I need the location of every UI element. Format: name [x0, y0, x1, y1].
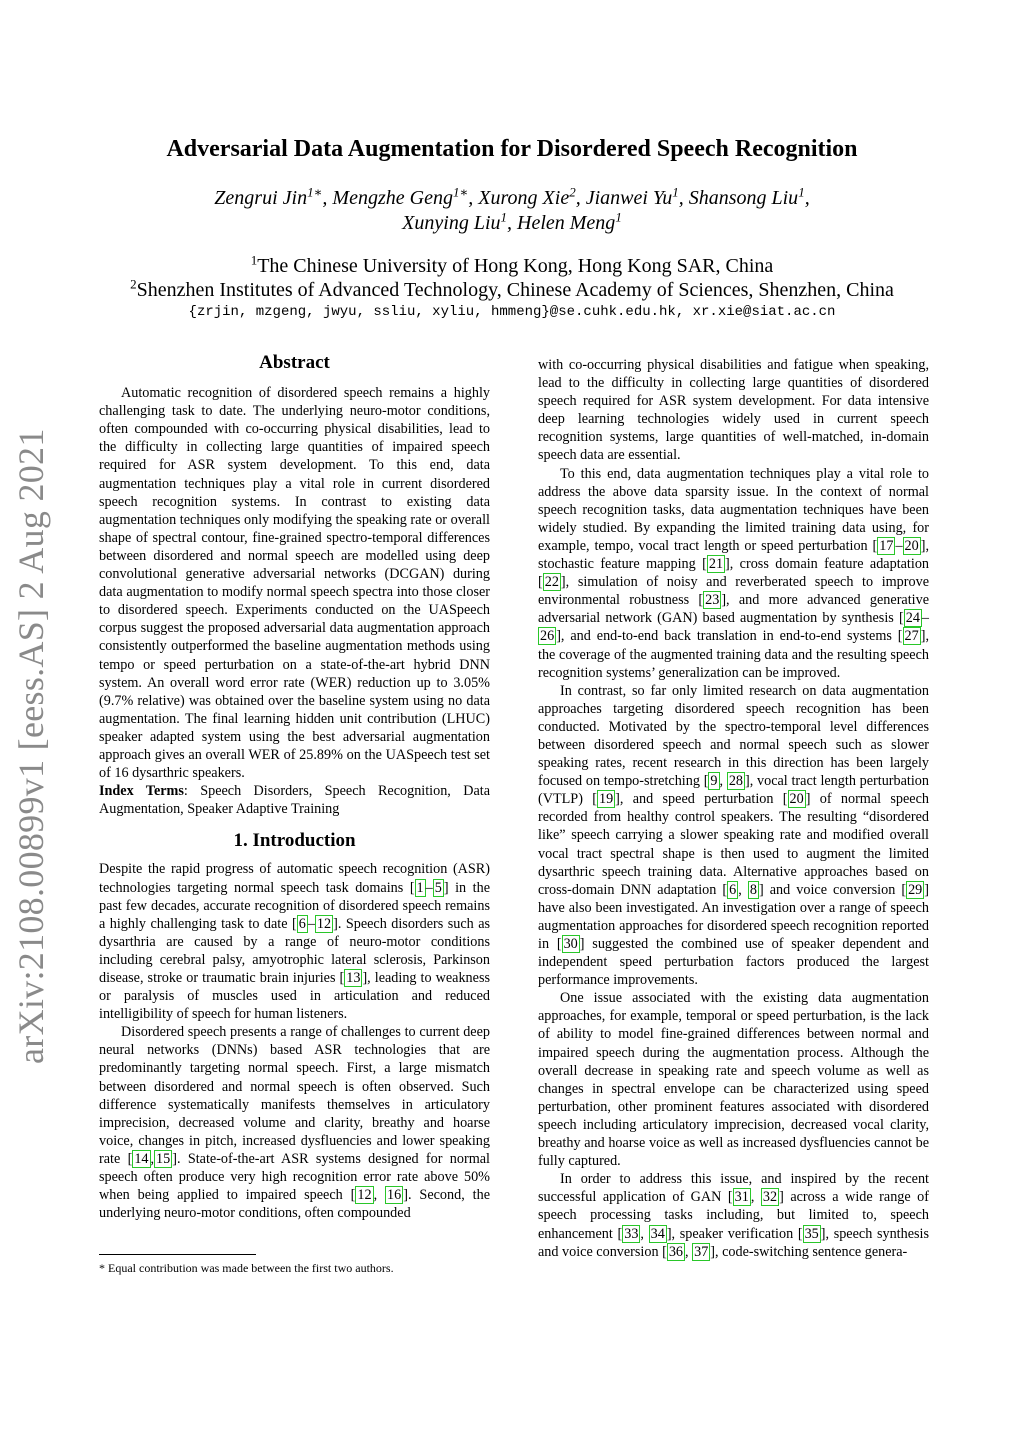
- body-paragraph: [538, 989, 929, 1170]
- body-text: To this end, data augmentation techniques play a vital role to address the above data sparsity issue. In the context of normal speech recognition tasks, data augmentation techniques have been widely studied. By expanding the limited training data using, for example, tempo, vocal tract length or speed perturbation [: [538, 465, 929, 554]
- citation-link[interactable]: 28: [728, 773, 743, 790]
- body-text: ] of normal speech recorded from healthy control speakers. The resulting “disordered like” speech carrying a slower speaking rate and modified overall vocal tract spectral shape is then used to augment the limited dysarthric speech training data. Alternative approaches based on cross-domain DNN adaptation [: [538, 791, 929, 898]
- footnote: * Equal contribution was made between the first two authors.: [99, 1261, 394, 1275]
- body-text: Despite the rapid progress of automatic speech recognition (ASR) technologies targeting normal speech task domains [: [99, 861, 490, 896]
- author-affiliation-mark: 2: [569, 184, 576, 200]
- author-affiliation-mark: 1: [615, 209, 622, 225]
- citation-link[interactable]: 17: [879, 537, 894, 554]
- author-name: Jianwei Yu: [585, 187, 673, 209]
- right-column: [538, 356, 929, 1261]
- citation-link[interactable]: 21: [708, 556, 724, 573]
- body-text: ]. State-of-the-art ASR systems designed for normal speech often produce very high recognition error rate above 50% when being applied to impaired speech [: [99, 1150, 490, 1204]
- citation-link[interactable]: 15: [156, 1150, 171, 1167]
- body-paragraph: [538, 465, 929, 682]
- body-text: ,: [640, 1225, 649, 1242]
- citation-link[interactable]: 37: [694, 1243, 709, 1260]
- body-text: ,: [150, 1150, 155, 1167]
- body-text: ] suggested the combined use of speaker dependent and independent speed perturbation factors produced the largest performance improvements.: [538, 936, 929, 989]
- author-name: Zengrui Jin: [214, 187, 308, 209]
- citation-link[interactable]: 24: [905, 610, 920, 627]
- author-line-2: [120, 211, 904, 236]
- citation-link[interactable]: 22: [544, 574, 559, 591]
- citation-link[interactable]: 19: [598, 791, 614, 808]
- body-text: ] have also been investigated. An investigation over a range of speech augmentation approaches for disordered speech recognition reported in [: [538, 881, 929, 952]
- introduction-body: [99, 860, 490, 1222]
- citation-link[interactable]: 31: [734, 1189, 749, 1206]
- author-line-1: [120, 186, 904, 211]
- body-text: ,: [750, 1189, 761, 1206]
- affiliation-2: $^2$Shenzhen Institutes of Advanced Technology, Chinese Academy of Sciences, Shenzhen, China: [130, 276, 894, 301]
- author-name: Xurong Xie: [478, 187, 570, 209]
- author-separator: ,: [468, 187, 479, 209]
- index-terms: [99, 782, 490, 818]
- citation-link[interactable]: 35: [804, 1225, 819, 1242]
- body-text: In order to address this issue, and inspired by the recent successful application of GAN [: [538, 1171, 929, 1206]
- body-text: ]. Second, the underlying neuro-motor conditions, often compounded: [99, 1187, 491, 1222]
- author-emails: {zrjin, mzgeng, jwyu, ssliu, xyliu, hmmeng}@se.cuhk.edu.hk, xr.xie@siat.ac.cn: [188, 304, 836, 320]
- body-text: –: [895, 537, 903, 554]
- body-text: ], and more advanced generative adversarial network (GAN) based augmentation by synthesis [: [538, 592, 929, 627]
- body-text: with co-occurring physical disabilities and fatigue when speaking, lead to the difficulty in collecting large quantities of disordered speech required for ASR system development. For data intensive deep learning technologies widely used in current speech recognition systems, large quantities of well-matched, in-domain speech data are essential.: [538, 357, 929, 464]
- body-text: ], and speed perturbation [: [615, 791, 788, 808]
- citation-link[interactable]: 1: [416, 879, 424, 896]
- author-separator: ,: [322, 187, 333, 209]
- citation-link[interactable]: 14: [134, 1150, 149, 1167]
- author-name: Xunying Liu: [402, 212, 501, 234]
- citation-link[interactable]: 36: [668, 1243, 684, 1260]
- body-text: ] and voice conversion [: [758, 881, 907, 898]
- author-separator: ,: [804, 187, 810, 209]
- citation-link[interactable]: 8: [749, 881, 757, 898]
- body-text: ], cross domain feature adaptation [: [538, 556, 930, 591]
- body-text: ], and end-to-end back translation in end-to-end systems [: [556, 628, 903, 645]
- body-text: –: [307, 915, 315, 932]
- body-text: ,: [738, 881, 748, 898]
- citation-link[interactable]: 20: [789, 791, 804, 808]
- body-text: –: [425, 879, 433, 896]
- body-paragraph: [538, 356, 929, 465]
- footnote-divider: [99, 1254, 256, 1255]
- introduction-heading: 1. Introduction: [233, 830, 356, 852]
- citation-link[interactable]: 32: [762, 1189, 778, 1206]
- body-paragraph: [99, 1023, 490, 1222]
- citation-link[interactable]: 20: [904, 537, 919, 554]
- arxiv-identifier-stamp: arXiv:2108.00899v1 [eess.AS] 2 Aug 2021: [11, 428, 51, 1064]
- body-text: ], simulation of noisy and reverberated speech to improve environmental robustness [: [538, 574, 929, 609]
- citation-link[interactable]: 6: [729, 881, 737, 898]
- body-text: ], speaker verification [: [666, 1225, 803, 1242]
- author-name: Shansong Liu: [688, 187, 799, 209]
- citation-link[interactable]: 29: [908, 881, 923, 898]
- abstract-heading: Abstract: [259, 352, 330, 373]
- citation-link[interactable]: 9: [710, 773, 718, 790]
- author-list: [120, 186, 904, 236]
- body-text: –: [921, 610, 929, 627]
- body-text: ] in the past few decades, accurate recognition of disordered speech remains a highly challenging task to date [: [99, 879, 490, 932]
- author-separator: ,: [507, 212, 518, 234]
- body-paragraph: [538, 1170, 929, 1260]
- right-column-body: [538, 356, 929, 1261]
- body-text: ,: [719, 773, 727, 790]
- author-separator: ,: [575, 187, 586, 209]
- author-name: Mengzhe Geng: [332, 187, 453, 209]
- body-text: ], speech synthesis and voice conversion [: [538, 1225, 929, 1260]
- affiliation-1: $^1$The Chinese University of Hong Kong, Hong Kong SAR, China: [250, 252, 774, 277]
- index-terms-text: : Speech Disorders, Speech Recognition, Data Augmentation, Speaker Adaptive Training: [99, 783, 490, 818]
- author-affiliation-mark: 1∗: [452, 184, 469, 200]
- body-text: ,: [685, 1243, 693, 1260]
- index-terms-label: Index Terms: [99, 783, 184, 800]
- citation-link[interactable]: 30: [563, 936, 578, 952]
- abstract-body: Automatic recognition of disordered speech remains a highly challenging task to date. The underlying neuro-motor conditions, often compounded with co-occurring physical disabilities, lead to the difficulty in collecting large quantities of impaired speech required for ASR system development. To this end, data augmentation techniques play a vital role in current disordered speech recognition systems. In contrast to existing data augmentation techniques only modifying the speaking rate or overall shape of spectral contour, fine-grained spectro-temporal differences between disordered and normal speech are modelled using deep convolutional generative adversarial networks (DCGAN) during data augmentation to modify normal speech spectra into those closer to disordered speech. Experiments conducted on the UASpeech corpus suggest the proposed adversarial data augmentation approach consistently outperformed the baseline augmentation methods using tempo or speed perturbation on a state-of-the-art hybrid DNN system. An overall word error rate (WER) reduction up to 3.05% (9.7% relative) was obtained over the baseline system using no data augmentation. The final learning hidden unit contribution (LHUC) speaker adapted system using the best adversarial augmentation approach gives an overall WER of 25.89% on the UASpeech test set of 16 dysarthric speakers.: [99, 385, 490, 782]
- body-text: ], leading to weakness or paralysis of muscles used in articulation and reduced intelligibility of speech for human listeners.: [99, 970, 490, 1023]
- body-text: One issue associated with the existing data augmentation approaches, for example, temporal or speed perturbation, is the lack of ability to model fine-grained differences between normal and impaired speech during the augmentation process. Although the overall decrease in speaking rate and speech volume as well as changes in spectral envelope can be characterized using speed perturbation, other prominent features associated with disordered speech including articulatory imprecision, decreased vocal clarity, breathy and hoarse voice as well as increased dysfluencies cannot be fully captured.: [538, 990, 929, 1170]
- body-text: ], the coverage of the augmented training data and the resulting speech recognition systems’ generalization can be improved.: [538, 628, 929, 681]
- citation-link[interactable]: 12: [316, 915, 332, 932]
- body-text: In contrast, so far only limited research on data augmentation approaches targeting disordered speech recognition has been conducted. Motivated by the spectro-temporal level differences between disordered speech and normal speech such as slower speaking rates, recent research in this direction has been largely focused on tempo-stretching [: [538, 682, 929, 790]
- affiliations: [60, 254, 964, 302]
- citation-link[interactable]: 26: [540, 628, 555, 645]
- body-text: ]. Speech disorders such as dysarthria are caused by a range of neuro-motor conditions including cerebral palsy, amyotrophic lateral sclerosis, Parkinson disease, stroke or traumatic brain injuries [: [99, 915, 491, 986]
- author-name: Helen Meng: [517, 212, 616, 234]
- body-paragraph: [538, 682, 929, 990]
- body-text: Disordered speech presents a range of challenges to current deep neural networks (DNNs) based ASR technologies that are predominantly targeting normal speech. First, a large mismatch between disordered and normal speech is often observed. Such difference systematically manifests themselves in articulatory imprecision, decreased volume and clarity, breathy and hoarse voice, changes in pitch, increased dysfluencies and lower speaking rate [: [99, 1024, 490, 1167]
- body-paragraph: [99, 860, 490, 1023]
- citation-link[interactable]: 33: [624, 1225, 639, 1242]
- citation-link[interactable]: 23: [705, 592, 720, 609]
- citation-link[interactable]: 5: [434, 879, 442, 896]
- author-affiliation-mark: 1: [672, 184, 679, 200]
- citation-link[interactable]: 6: [298, 915, 306, 932]
- body-text: ] across a wide range of speech processing tasks including, but limited to, speech enhancement [: [538, 1189, 930, 1242]
- body-text: ], stochastic feature mapping [: [538, 537, 929, 573]
- paper-title: Adversarial Data Augmentation for Disordered Speech Recognition: [166, 136, 858, 162]
- citation-link[interactable]: 12: [357, 1187, 372, 1204]
- citation-link[interactable]: 16: [387, 1187, 402, 1204]
- citation-link[interactable]: 34: [650, 1225, 665, 1242]
- author-separator: ,: [678, 187, 689, 209]
- body-text: ], vocal tract length perturbation (VTLP) [: [538, 773, 929, 808]
- body-text: ,: [373, 1187, 386, 1204]
- left-column: [99, 350, 490, 1222]
- author-affiliation-mark: 1: [798, 184, 805, 200]
- citation-link[interactable]: 27: [904, 628, 919, 645]
- body-text: ], code-switching sentence genera-: [710, 1243, 908, 1260]
- citation-link[interactable]: 13: [346, 970, 361, 986]
- author-affiliation-mark: 1: [500, 209, 508, 225]
- author-affiliation-mark: 1∗: [307, 184, 323, 200]
